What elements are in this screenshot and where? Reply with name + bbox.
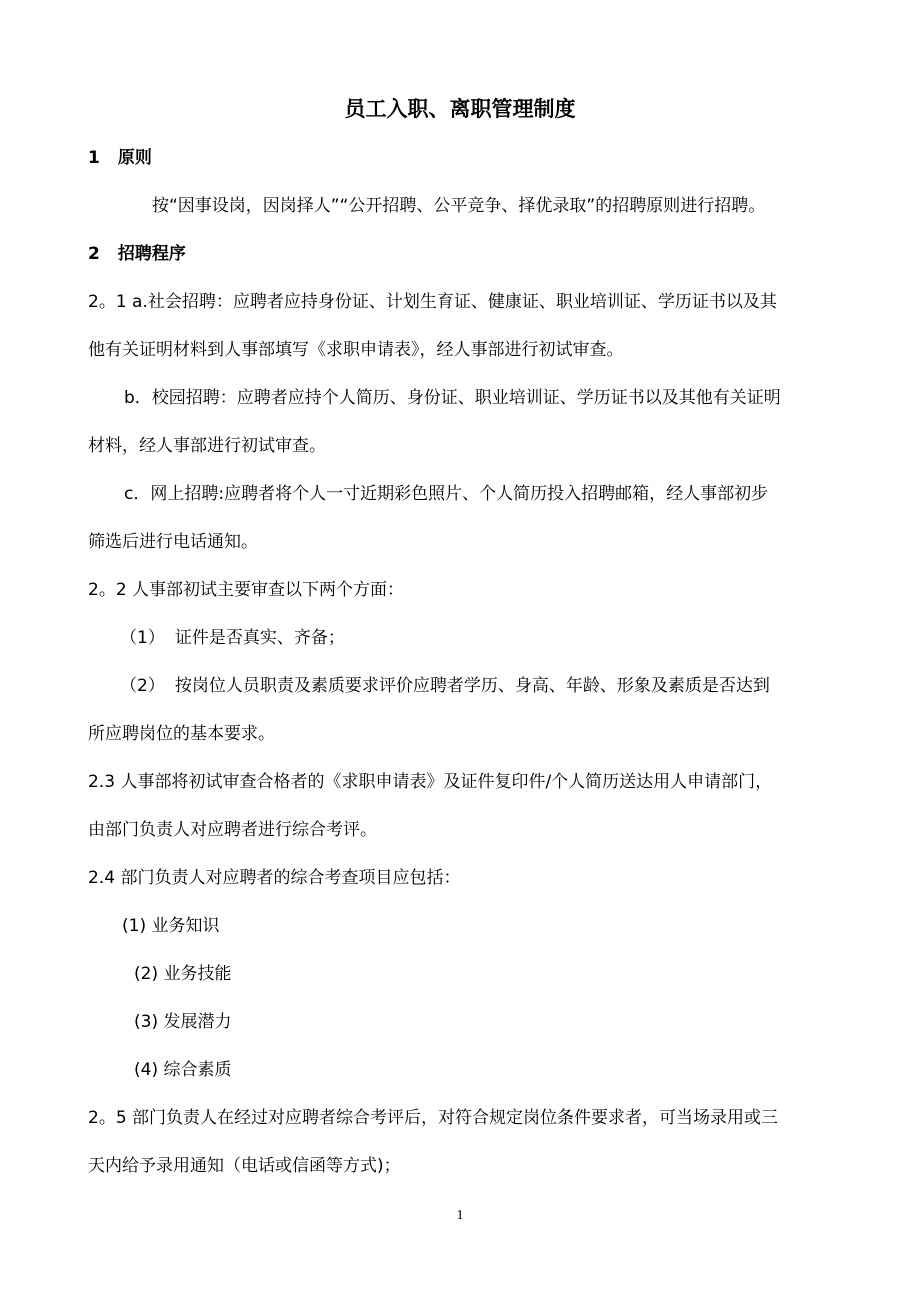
page-number: 1 xyxy=(456,1208,464,1223)
item-number: （1） xyxy=(120,628,165,648)
para-2-5-line1: 2。5 部门负责人在经过对应聘者综合考评后，对符合规定岗位条件要求者，可当场录用或三 xyxy=(88,1108,779,1128)
item-text: 按岗位人员职责及素质要求评价应聘者学历、身高、年龄、形象及素质是否达到 xyxy=(174,676,770,696)
para-2-1-a-line1: 2。1 a.社会招聘：应聘者应持身份证、计划生育证、健康证、职业培训证、学历证书以及其 xyxy=(88,292,777,312)
para-2-4: 2.4 部门负责人对应聘者的综合考查项目应包括： xyxy=(88,868,461,888)
para-2-5-line2: 天内给予录用通知（电话或信函等方式)； xyxy=(88,1156,401,1176)
section-1-number: 1 xyxy=(88,148,100,168)
para-2-2-item-2-cont: 所应聘岗位的基本要求。 xyxy=(88,724,275,744)
para-2-1-b-line1: b．校园招聘：应聘者应持个人简历、身份证、职业培训证、学历证书以及其他有关证明 xyxy=(124,388,781,408)
para-2-2-item-2 xyxy=(120,674,770,698)
para-2-2: 2。2 人事部初试主要审查以下两个方面： xyxy=(88,580,405,600)
document-title: 员工入职、离职管理制度 xyxy=(344,97,576,121)
para-2-4-item-2: (2) 业务技能 xyxy=(134,964,232,984)
item-number: （2） xyxy=(120,676,165,696)
principle-paragraph: 按“因事设岗，因岗择人”“公开招聘、公平竞争、择优录取”的招聘原则进行招聘。 xyxy=(152,196,766,216)
para-2-4-item-1: (1) 业务知识 xyxy=(122,916,220,936)
para-2-2-item-1 xyxy=(120,626,345,650)
para-2-1-a-line2: 他有关证明材料到人事部填写《求职申请表》，经人事部进行初试审查。 xyxy=(88,340,624,360)
section-2-title: 招聘程序 xyxy=(117,244,186,264)
para-2-1-c-line2: 筛选后进行电话通知。 xyxy=(88,532,258,552)
section-1-title: 原则 xyxy=(117,148,152,168)
section-2-number: 2 xyxy=(88,244,100,264)
para-2-4-item-4: (4) 综合素质 xyxy=(134,1060,232,1080)
item-text: 证件是否真实、齐备； xyxy=(174,628,345,648)
para-2-3-line1: 2.3 人事部将初试审查合格者的《求职申请表》及证件复印件/个人简历送达用人申请部门， xyxy=(88,772,773,792)
para-2-1-c-line1: c．网上招聘:应聘者将个人一寸近期彩色照片、个人简历投入招聘邮箱，经人事部初步 xyxy=(124,484,769,504)
section-1-heading xyxy=(88,146,152,170)
para-2-1-b-line2: 材料，经人事部进行初试审查。 xyxy=(88,436,326,456)
section-2-heading xyxy=(88,242,186,266)
para-2-3-line2: 由部门负责人对应聘者进行综合考评。 xyxy=(88,820,377,840)
para-2-4-item-3: (3) 发展潜力 xyxy=(134,1012,232,1032)
